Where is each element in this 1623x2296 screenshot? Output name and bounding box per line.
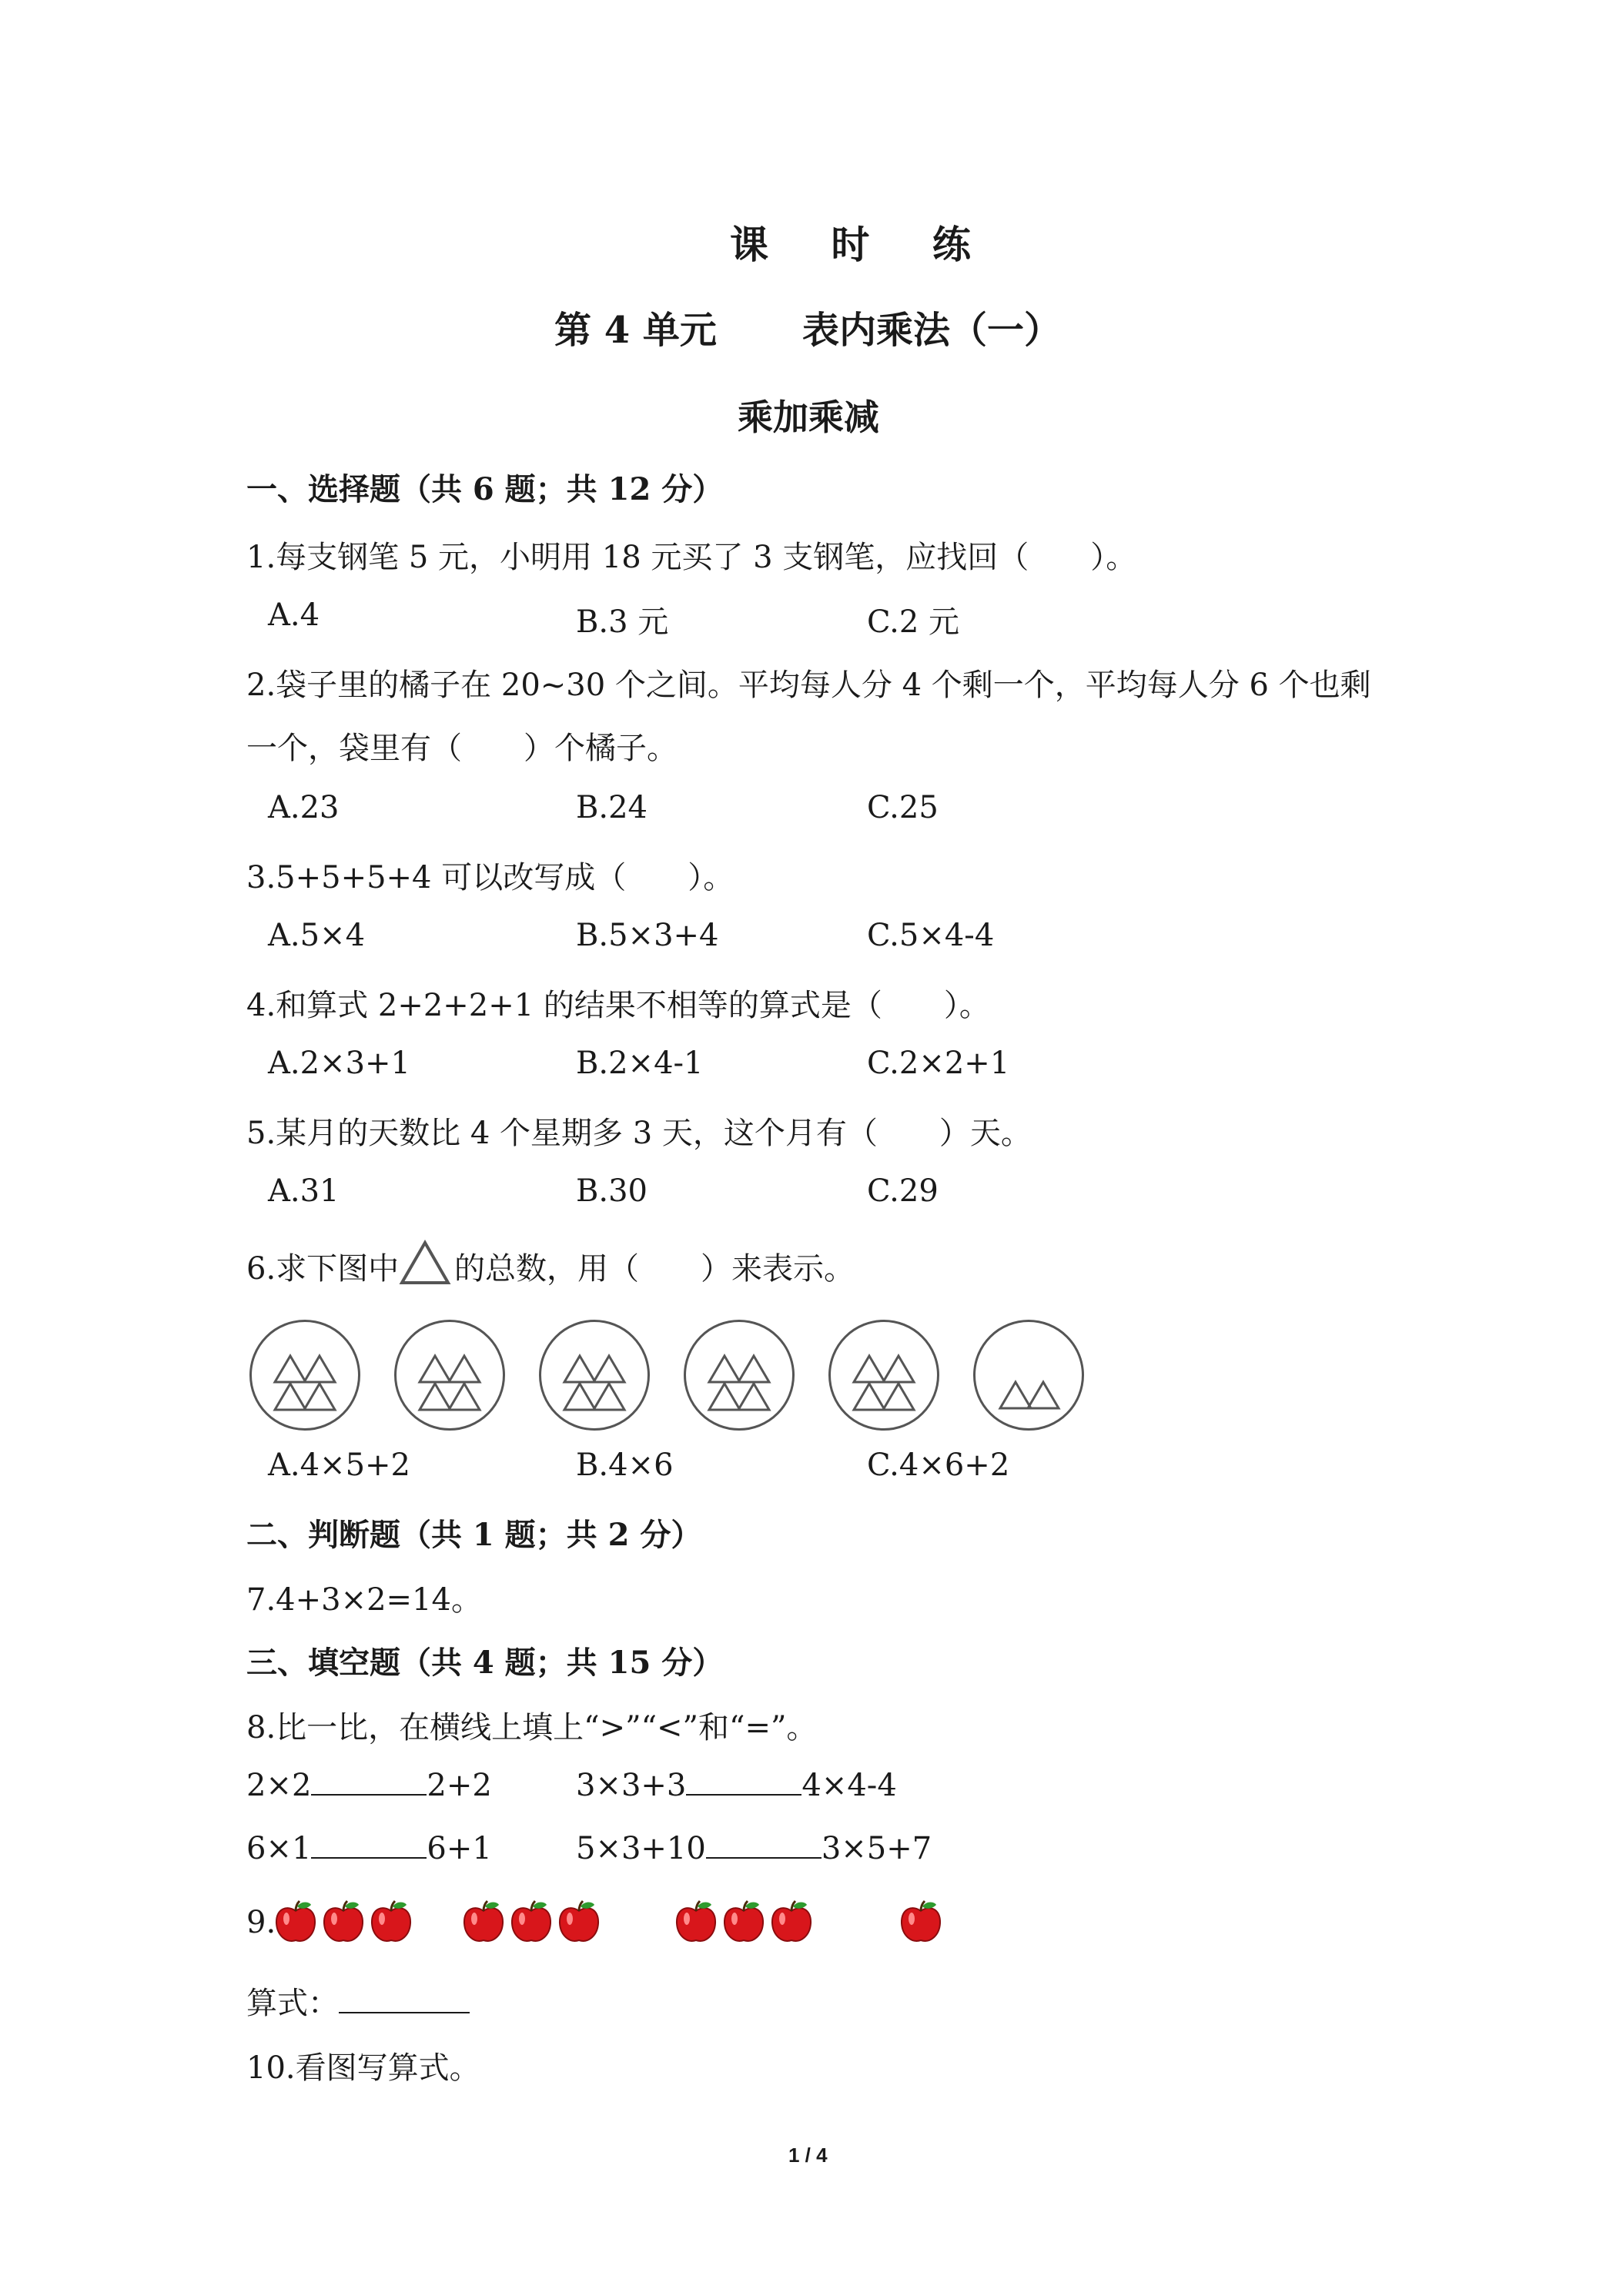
question-5: 5.某月的天数比 4 个星期多 3 天，这个月有（ ）天。 bbox=[246, 1116, 1032, 1151]
triangle-group-circle bbox=[394, 1320, 505, 1431]
option-5b[interactable]: B.30 bbox=[576, 1173, 648, 1209]
triangle-icon bbox=[420, 1384, 450, 1410]
option-1c[interactable]: C.2 元 bbox=[867, 604, 960, 640]
triangle-icon bbox=[854, 1384, 885, 1410]
apple-icon bbox=[899, 1899, 942, 1948]
question-8: 8.比一比，在横线上填上“>”“<”和“=”。 bbox=[246, 1710, 818, 1745]
triangle-group-circle bbox=[973, 1320, 1084, 1431]
apple-groups bbox=[274, 1896, 967, 1950]
compare-item bbox=[246, 1768, 492, 1803]
apple-icon bbox=[770, 1899, 813, 1948]
apple-icon bbox=[274, 1899, 317, 1948]
triangle-icon bbox=[738, 1384, 769, 1410]
option-5c[interactable]: C.29 bbox=[867, 1173, 939, 1209]
triangle-icon bbox=[449, 1384, 480, 1410]
question-9-formula bbox=[246, 1979, 470, 2023]
formula-blank[interactable] bbox=[339, 1986, 470, 2013]
compare-item bbox=[246, 1831, 492, 1866]
triangle-icon bbox=[449, 1356, 480, 1382]
triangle-icon bbox=[564, 1356, 595, 1382]
triangle-icon bbox=[738, 1356, 769, 1382]
answer-blank[interactable] bbox=[686, 1768, 801, 1796]
apple-icon bbox=[322, 1899, 365, 1948]
compare-left: 2×2 bbox=[246, 1768, 312, 1803]
triangle-group-circle bbox=[539, 1320, 650, 1431]
triangle-icon bbox=[564, 1384, 595, 1410]
compare-item bbox=[576, 1768, 897, 1803]
question-3: 3.5+5+5+4 可以改写成（ ）。 bbox=[246, 860, 735, 895]
question-2-line2: 一个，袋里有（ ）个橘子。 bbox=[246, 731, 678, 766]
formula-label: 算式： bbox=[246, 1986, 339, 2021]
triangle-icon bbox=[420, 1356, 450, 1382]
unit-number: 第 4 单元 bbox=[554, 309, 717, 352]
answer-blank[interactable] bbox=[311, 1831, 427, 1859]
triangle-icon bbox=[397, 1240, 453, 1286]
question-7: 7.4+3×2=14。 bbox=[246, 1582, 482, 1618]
triangle-icon bbox=[709, 1384, 740, 1410]
option-1b[interactable]: B.3 元 bbox=[576, 604, 669, 640]
triangle-icon bbox=[594, 1356, 624, 1382]
triangle-icon bbox=[304, 1356, 335, 1382]
apple-icon bbox=[722, 1899, 765, 1948]
page-title: 课 时 练 bbox=[730, 222, 996, 267]
unit-topic: 表内乘法（一） bbox=[802, 309, 1062, 352]
triangle-icon bbox=[275, 1384, 306, 1410]
option-3a[interactable]: A.5×4 bbox=[268, 918, 366, 953]
compare-left: 6×1 bbox=[246, 1831, 312, 1866]
triangle-group-circle bbox=[828, 1320, 939, 1431]
triangle-groups bbox=[249, 1315, 1096, 1435]
apple-icon bbox=[462, 1899, 505, 1948]
triangle-icon bbox=[594, 1384, 624, 1410]
option-6c[interactable]: C.4×6+2 bbox=[867, 1448, 1010, 1483]
option-5a[interactable]: A.31 bbox=[268, 1173, 340, 1209]
question-6-suffix: 的总数，用（ ）来表示。 bbox=[454, 1251, 855, 1287]
option-6a[interactable]: A.4×5+2 bbox=[268, 1448, 410, 1483]
triangle-icon bbox=[1000, 1382, 1031, 1408]
triangle-icon bbox=[304, 1384, 335, 1410]
option-4b[interactable]: B.2×4-1 bbox=[576, 1046, 704, 1081]
question-4: 4.和算式 2+2+2+1 的结果不相等的算式是（ ）。 bbox=[246, 988, 990, 1023]
compare-left: 3×3+3 bbox=[576, 1768, 687, 1803]
apple-icon bbox=[510, 1899, 553, 1948]
apple-icon bbox=[370, 1899, 413, 1948]
answer-blank[interactable] bbox=[706, 1831, 822, 1859]
question-10: 10.看图写算式。 bbox=[246, 2050, 480, 2086]
compare-item bbox=[576, 1831, 932, 1866]
option-2c[interactable]: C.25 bbox=[867, 790, 939, 825]
lesson-title: 乘加乘减 bbox=[738, 397, 879, 438]
section-heading-choice: 一、选择题（共 6 题；共 12 分） bbox=[246, 471, 724, 507]
question-1: 1.每支钢笔 5 元，小明用 18 元买了 3 支钢笔，应找回（ ）。 bbox=[246, 540, 1137, 575]
compare-left: 5×3+10 bbox=[576, 1831, 706, 1866]
triangle-group-circle bbox=[249, 1320, 360, 1431]
option-4c[interactable]: C.2×2+1 bbox=[867, 1046, 1010, 1081]
question-9-label: 9. bbox=[246, 1905, 276, 1940]
triangle-icon bbox=[883, 1356, 914, 1382]
option-2b[interactable]: B.24 bbox=[576, 790, 648, 825]
compare-right: 3×5+7 bbox=[821, 1831, 932, 1866]
apple-icon bbox=[674, 1899, 718, 1948]
option-3c[interactable]: C.5×4-4 bbox=[867, 918, 995, 953]
question-2-line1: 2.袋子里的橘子在 20~30 个之间。平均每人分 4 个剩一个，平均每人分 6 个也剩 bbox=[246, 668, 1371, 703]
option-3b[interactable]: B.5×3+4 bbox=[576, 918, 719, 953]
answer-blank[interactable] bbox=[311, 1768, 427, 1796]
apple-icon bbox=[557, 1899, 601, 1948]
page-number: 1 / 4 bbox=[788, 2144, 828, 2167]
option-6b[interactable]: B.4×6 bbox=[576, 1448, 674, 1483]
question-6-prefix: 6.求下图中 bbox=[246, 1251, 400, 1287]
triangle-icon bbox=[854, 1356, 885, 1382]
compare-right: 2+2 bbox=[427, 1768, 492, 1803]
triangle-icon bbox=[709, 1356, 740, 1382]
option-2a[interactable]: A.23 bbox=[268, 790, 340, 825]
section-heading-judge: 二、判断题（共 1 题；共 2 分） bbox=[246, 1517, 702, 1553]
triangle-icon bbox=[1028, 1382, 1059, 1408]
option-4a[interactable]: A.2×3+1 bbox=[268, 1046, 410, 1081]
triangle-icon bbox=[883, 1384, 914, 1410]
option-1a[interactable]: A.4 bbox=[268, 597, 320, 633]
triangle-group-circle bbox=[684, 1320, 795, 1431]
compare-right: 4×4-4 bbox=[801, 1768, 897, 1803]
compare-right: 6+1 bbox=[427, 1831, 492, 1866]
triangle-icon bbox=[275, 1356, 306, 1382]
section-heading-fill: 三、填空题（共 4 题；共 15 分） bbox=[246, 1645, 724, 1681]
